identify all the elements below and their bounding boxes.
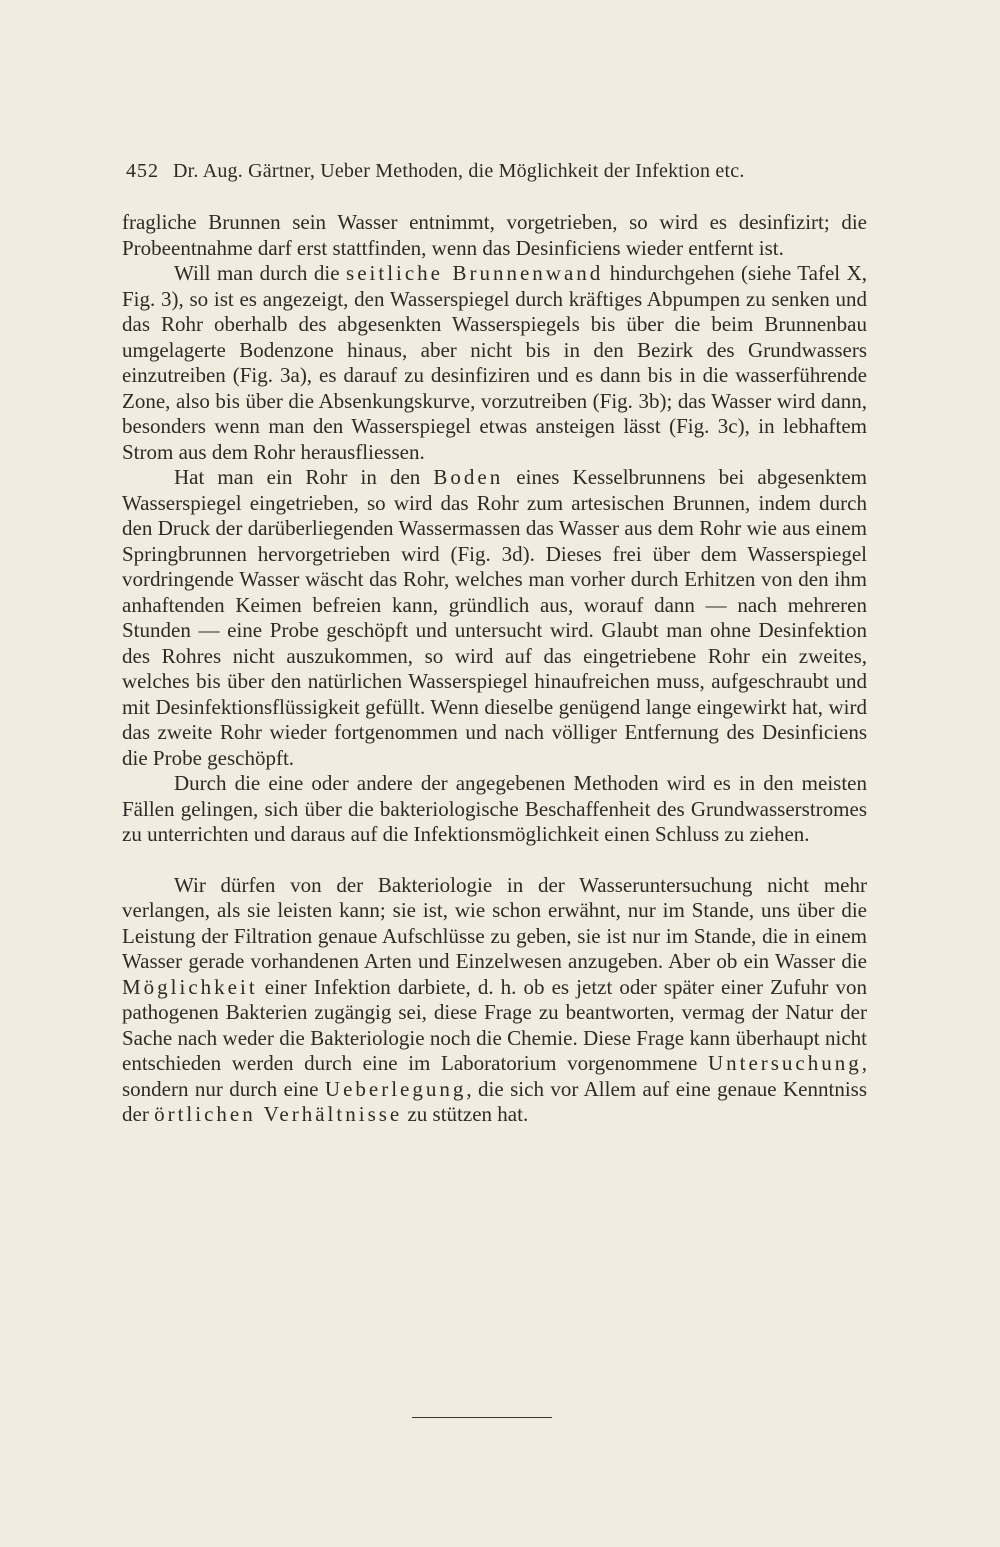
paragraph-5-spaced-term-2: Untersuchung	[707, 1051, 862, 1075]
running-title: Dr. Aug. Gärtner, Ueber Methoden, die Möglichkeit der Infektion etc.	[173, 160, 745, 182]
paragraph-3-text-b: eines Kesselbrunnens bei abgesenktem Wasserspiegel eingetrieben, so wird das Rohr zum artesischen Brunnen, indem durch den Druck der darüberliegenden Wassermassen das Wasser aus dem Rohr wie aus einem Springbrunnen hervorgetrieben wird (Fig. 3d). Dieses frei über dem Wasserspiegel vordringende Wasser wäscht das Rohr, welches man vorher durch Erhitzen von den ihm anhaftenden Keimen befreien kann, gründlich aus, worauf dann — nach mehreren Stunden — eine Probe geschöpft und untersucht wird. Glaubt man ohne Desinfektion des Rohres nicht auszukommen, so wird auf das eingetriebene Rohr ein zweites, welches bis über den natürlichen Wasserspiegel hinaufreichen muss, aufgeschraubt und mit Desinfektionsflüssigkeit gefüllt. Wenn dieselbe genügend lange eingewirkt hat, wird das zweite Rohr wieder fortgenommen und nach völliger Entfernung des Desinficiens die Probe geschöpft.	[122, 465, 867, 770]
paragraph-3-spaced-term: Boden	[433, 465, 504, 489]
end-rule	[412, 1417, 552, 1418]
paragraph-4: Durch die eine oder andere der angegebenen Methoden wird es in den meisten Fällen gelingen, sich über die bakteriologische Beschaffenheit des Grundwasserstromes zu unterrichten und daraus auf die Infektionsmöglichkeit einen Schluss zu ziehen.	[122, 771, 867, 846]
paragraph-5-spaced-term-3: Ueberlegung	[324, 1076, 467, 1101]
paragraph-5-spaced-term-1: Möglichkeit	[122, 974, 258, 999]
paragraph-5-text-b: einer Infektion darbiete, d. h. ob es jetzt oder später einer Zufuhr von pathogenen Bakterien zugängig sei, diese Frage zu beantworten, vermag der Natur der Sache nach weder die Bakteriologie noch die Chemie. Diese Frage kann überhaupt nicht entschieden werden durch eine im Laboratorium vorgenommene	[122, 974, 867, 1075]
paragraph-3	[122, 465, 867, 771]
paragraph-2-text-a: Will man durch die	[174, 261, 347, 285]
paragraph-2-text-b: hindurchgehen (siehe Tafel X, Fig. 3), so ist es angezeigt, den Wasserspiegel durch kräftiges Abpumpen zu senken und das Rohr oberhalb des abgesenkten Wasserspiegels bis über die beim Brunnenbau umgelagerte Bodenzone hinaus, aber nicht bis in den Bezirk des Grundwassers einzutreiben (Fig. 3a), es darauf zu desinfiziren und es dann bis in die wasserführende Zone, also bis über die Absenkungskurve, vorzutreiben (Fig. 3b); das Wasser wird dann, besonders wenn man den Wasserspiegel etwas ansteigen lässt (Fig. 3c), in lebhaftem Strom aus dem Rohr herausfliessen.	[122, 261, 868, 464]
paragraph-5-text-c: , sondern nur durch eine	[122, 1051, 867, 1101]
body-text	[122, 210, 867, 1128]
paragraph-5	[122, 873, 867, 1128]
paragraph-5-text-a: Wir dürfen von der Bakteriologie in der Wasseruntersuchung nicht mehr verlangen, als sie leisten kann; sie ist, wie schon erwähnt, nur im Stande, uns über die Leistung der Filtration genaue Aufschlüsse zu geben, sie ist nur im Stande, die in einem Wasser gerade vorhandenen Arten und Einzelwesen anzugeben. Aber ob ein Wasser die	[122, 872, 867, 973]
paragraph-1: fragliche Brunnen sein Wasser entnimmt, vorgetrieben, so wird es desinfizirt; die Probeentnahme darf erst stattfinden, wenn das Desinficiens wieder entfernt ist.	[122, 210, 867, 260]
paragraph-5-spaced-term-4: örtlichen Verhältnisse	[154, 1102, 403, 1126]
paragraph-5-text-d: , die sich vor Allem auf eine genaue Kenntniss der	[122, 1076, 867, 1126]
paragraph-3-text-a: Hat man ein Rohr in den	[174, 465, 434, 489]
paragraph-2-spaced-term: seitliche Brunnenwand	[346, 261, 604, 285]
running-head	[126, 157, 876, 185]
paragraph-2	[122, 261, 867, 465]
page-number: 452	[126, 160, 159, 182]
paragraph-5-text-e: zu stützen hat.	[402, 1102, 529, 1126]
